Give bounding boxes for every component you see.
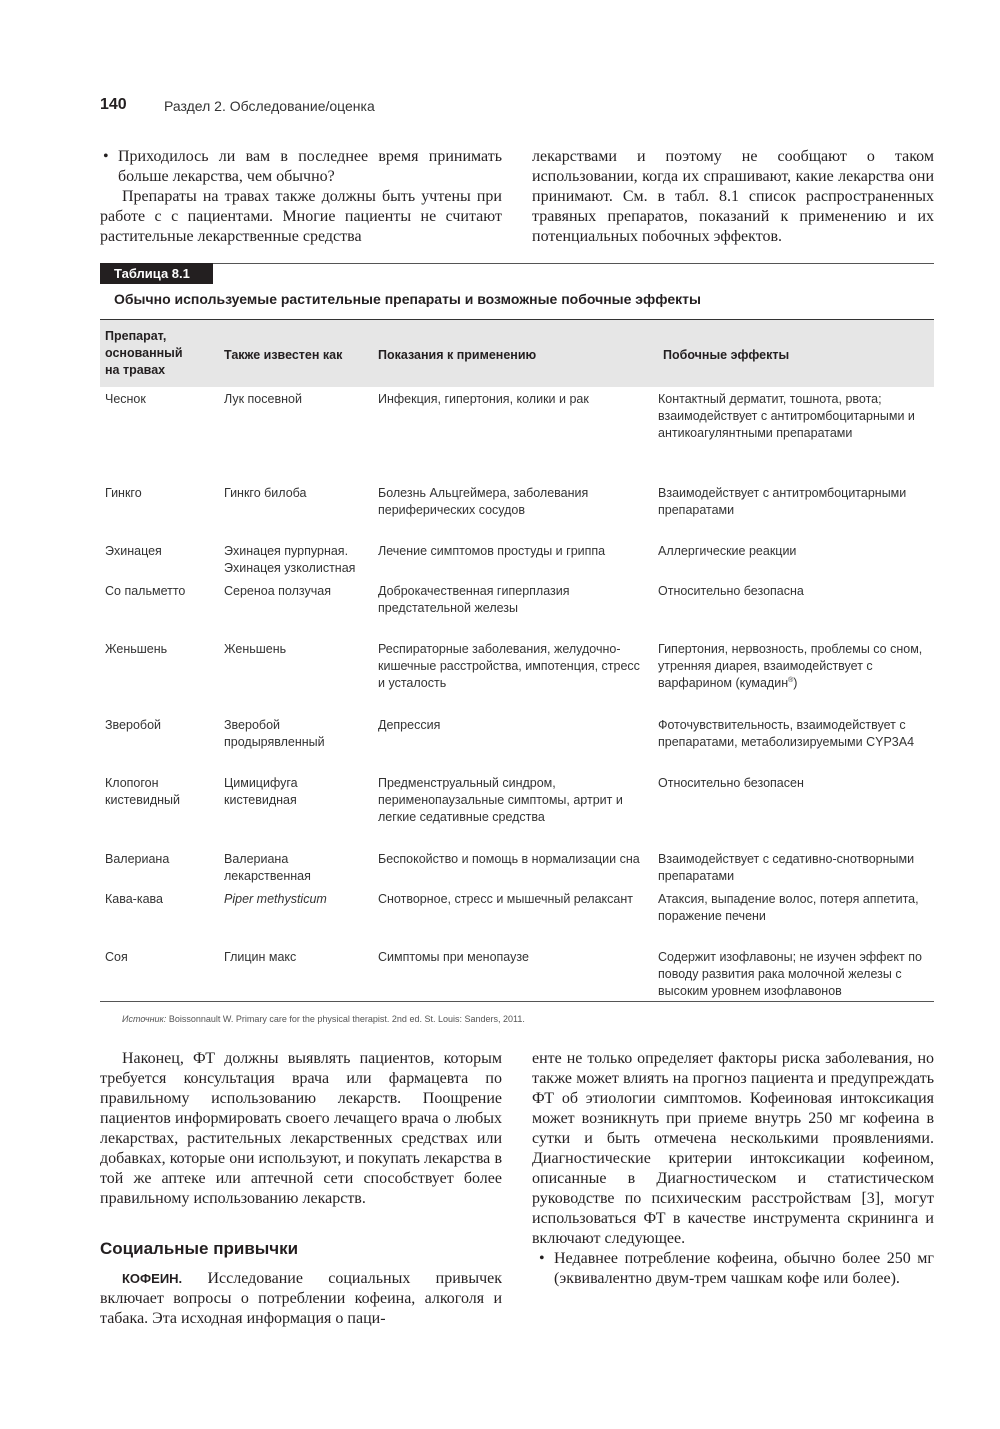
cell-side-effects: Контактный дерматит, тошнота, рвота; взаимодействует с антитромбоцитарными и антикоагулянтными препаратами <box>658 392 915 440</box>
paragraph: Препараты на травах также должны быть учтены при работе с с пациентами. Многие пациенты не считают растительные лекарственные средства <box>100 188 502 245</box>
header-indications: Показания к применению <box>378 348 537 362</box>
criteria-bullet: • Недавнее потребление кофеина, обычно более 250 мг (эквивалентно двум-трем чашкам кофе или более). <box>536 1249 934 1289</box>
cell-side-effects: Атаксия, выпадение волос, потеря аппетита, поражение печени <box>658 892 919 923</box>
paragraph: енте не только определяет факторы риска заболевания, но также может влиять на прогноз пациента и предупреждать ФТ об этиологии симптомов. Кофеиновая интоксикация может возникнуть при приеме внутрь 250 мг кофеина в сутки и быть отмечена несколькими проявлениями. Диагностические критерии интоксикации кофеином, описанные в Диагностическом и статистическом руководстве по психическим расстройствам [3], могут использоваться ФТ в качестве инструмента скрининга и включают следующее. <box>532 1050 934 1247</box>
paragraph: Исследование социальных привычек включает вопросы о потреблении кофеина, алкоголя и табака. Эта исходная информация о паци- <box>100 1270 503 1327</box>
cell-side-effects: Взаимодействует с седативно-снотворными препаратами <box>658 852 915 883</box>
cell-side-effects: Фоточувствительность, взаимодействует с препаратами, метаболизируемыми CYP3A4 <box>658 718 915 749</box>
cell-aka: Гинкго билоба <box>224 486 307 500</box>
cell-side-effects: Содержит изофлавоны; не изучен эффект по поводу развития рака молочной железы с высоким уровнем изофлавонов <box>658 950 922 998</box>
cell-herb: Эхинацея <box>105 544 162 558</box>
cell-side-effects: Аллергические реакции <box>658 544 797 558</box>
cell-aka: Цимицифуга кистевидная <box>224 776 298 807</box>
cell-aka: Лук посевной <box>224 392 302 406</box>
cell-indications: Болезнь Альцгеймера, заболевания периферических сосудов <box>378 486 589 517</box>
table-bottom-rule <box>100 1001 934 1002</box>
header-herb: Препарат, основанный на травах <box>105 329 183 377</box>
cell-indications: Инфекция, гипертония, колики и рак <box>378 392 589 406</box>
cell-indications: Доброкачественная гиперплазия предстательной железы <box>378 584 570 615</box>
table-source <box>122 1014 922 1024</box>
cell-herb: Кава-кава <box>105 892 163 906</box>
cell-herb: Соя <box>105 950 128 964</box>
cell-side-effects: Взаимодействует с антитромбоцитарными препаратами <box>658 486 907 517</box>
table-header-row <box>100 319 934 387</box>
cell-herb: Валериана <box>105 852 170 866</box>
question-bullet: • Приходилось ли вам в последнее время принимать больше лекарства, чем обычно? <box>100 147 502 187</box>
section-subheading: Социальные привычки <box>100 1239 299 1258</box>
cell-aka: Глицин макс <box>224 950 297 964</box>
running-header <box>100 96 934 118</box>
cell-aka: Валериана лекарственная <box>224 852 311 883</box>
runin-heading: КОФЕИН. <box>122 1271 183 1286</box>
header-aka: Также известен как <box>224 348 343 362</box>
page-number: 140 <box>100 96 127 113</box>
cell-side-effects: Гипертония, нервозность, проблемы со сном, утренняя диарея, взаимодействует с варфарином (кумадин®) <box>658 642 923 690</box>
source-label: Источник: <box>122 1014 167 1024</box>
header-side-effects: Побочные эффекты <box>663 348 790 362</box>
caffeine-paragraph <box>100 1269 502 1329</box>
cell-aka: Женьшень <box>224 642 287 656</box>
paragraph: Наконец, ФТ должны выявлять пациентов, которым требуется консультация врача или фармацевта по правильному использованию лекарств. Поощрение пациентов информировать своего лечащего врача о любых лекарствах, растительных лекарственных средствах или добавках, которые они используют, и покупать лекарства в той же аптеке или аптечной сети способствует более правильному использованию лекарств. <box>100 1050 502 1207</box>
cell-aka: Эхинацея пурпурная. Эхинацея узколистная <box>224 544 356 575</box>
cell-indications: Беспокойство и помощь в нормализации сна <box>378 852 640 866</box>
cell-herb: Гинкго <box>105 486 142 500</box>
cell-herb: Чеснок <box>105 392 146 406</box>
cell-indications: Симптомы при менопаузе <box>378 950 529 964</box>
table-top-rule <box>100 263 934 264</box>
cell-side-effects: Относительно безопасен <box>658 776 804 790</box>
cell-indications: Депрессия <box>378 718 441 732</box>
paragraph: лекарствами и поэтому не сообщают о таком использовании, когда их спрашивают, какие лекарства они принимают. См. в табл. 8.1 список распространенных травяных препаратов, показаний к применению и их потенциальных побочных эффектов. <box>532 148 934 245</box>
cell-side-effects: Относительно безопасна <box>658 584 804 598</box>
registered-mark: ® <box>788 676 794 684</box>
table-caption: Обычно используемые растительные препараты и возможные побочные эффекты <box>114 291 701 307</box>
cell-indications: Респираторные заболевания, желудочно-кишечные расстройства, импотенция, стресс и усталость <box>378 642 640 690</box>
cell-aka: Piper methysticum <box>224 892 327 906</box>
cell-herb: Клопогон кистевидный <box>105 776 181 807</box>
cell-indications: Лечение симптомов простуды и гриппа <box>378 544 606 558</box>
section-title: Раздел 2. Обследование/оценка <box>164 98 375 114</box>
bottom-right-column <box>532 1049 934 1289</box>
cell-indications: Предменструальный синдром, перименопаузальные симптомы, артрит и легкие седативные средства <box>378 776 623 824</box>
table-label: Таблица 8.1 <box>100 263 213 284</box>
top-left-column <box>100 147 502 247</box>
cell-aka: Зверобой продырявленный <box>224 718 325 749</box>
bottom-left-column <box>100 1049 502 1209</box>
cell-aka: Сереноа ползучая <box>224 584 331 598</box>
source-text: Boissonnault W. Primary care for the physical therapist. 2nd ed. St. Louis: Sanders, 2011. <box>168 1014 525 1024</box>
cell-herb: Женьшень <box>105 642 168 656</box>
cell-herb: Со пальметто <box>105 584 186 598</box>
cell-herb: Зверобой <box>105 718 161 732</box>
top-right-column <box>532 147 934 247</box>
cell-indications: Снотворное, стресс и мышечный релаксант <box>378 892 633 906</box>
